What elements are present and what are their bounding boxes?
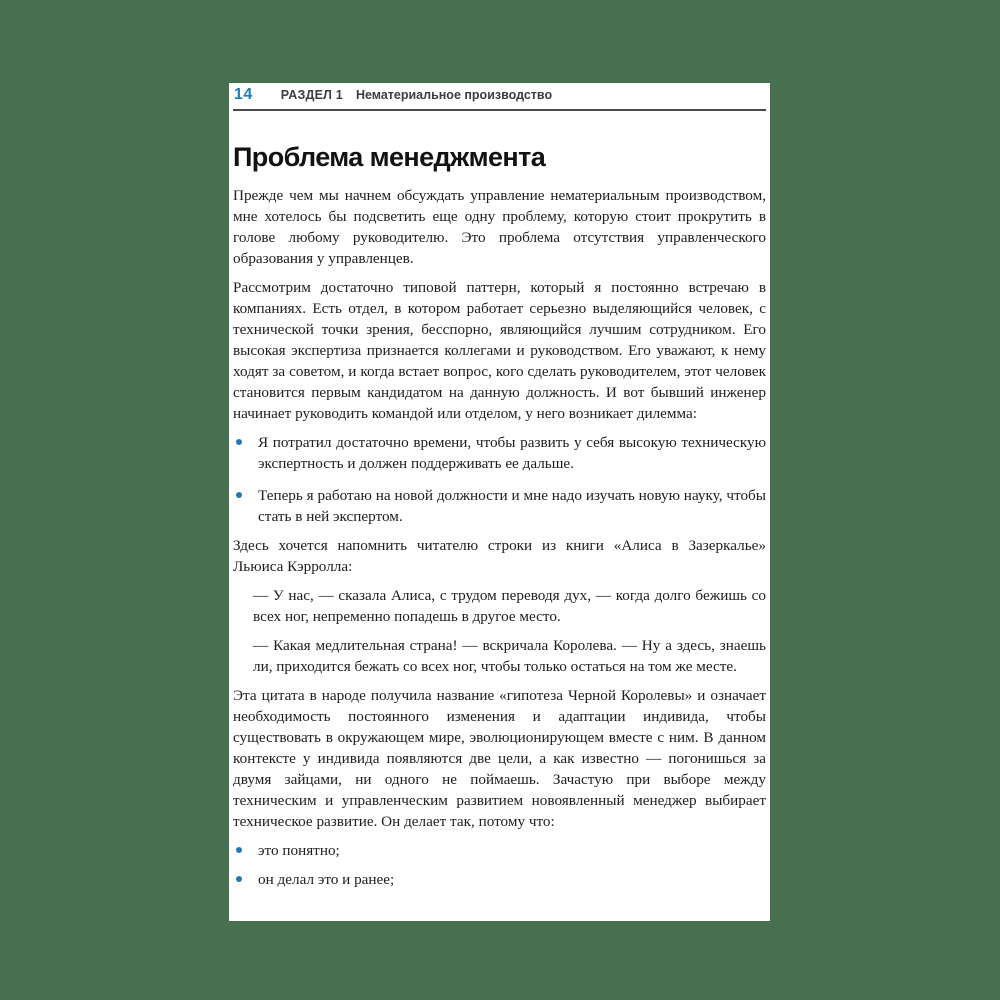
bullet-icon [236, 876, 242, 882]
header-section-label: РАЗДЕЛ 1 [280, 88, 343, 102]
paragraph-alice-intro: Здесь хочется напомнить читателю строки из книги «Алиса в Зазеркалье» Льюиса Кэрролла: [233, 537, 766, 575]
list-item-text: Теперь я работаю на новой должности и мне надо изучать новую науку, чтобы стать в ней экспертом. [258, 487, 766, 525]
paragraph-red-queen-hypothesis: Эта цитата в народе получила название «гипотеза Черной Королевы» и означает необходимость постоянного изменения и адаптации индивида, чтобы существовать в окружающем мире, эволюционирующем вместе с ним. В данном контексте у индивида появляются две цели, а как известно — погонишься за двумя зайцами, ни одного не поймаешь. Зачастую при выборе между техническим и управленческим развитием новоявленный менеджер выбирает техническое развитие. Он делает так, потому что: [233, 687, 766, 830]
bullet-icon [236, 847, 242, 853]
list-item-text: он делал это и ранее; [258, 871, 395, 888]
paragraph-typical-pattern: Рассмотрим достаточно типовой паттерн, который я постоянно встречаю в компаниях. Есть отдел, в котором работает серьезно выделяющийся человек, с технической точки зрения, бесспорно, являющийся лучшим сотрудником. Его высокая экспертиза признается коллегами и руководством. Его уважают, к нему ходят за советом, и когда встает вопрос, кого сделать руководителем, этот человек становится первым кандидатом на данную должность. И вот бывший инженер начинает руководить командой или отделом, у него возникает дилемма: [233, 279, 766, 422]
book-page [229, 83, 770, 921]
page-number: 14 [234, 86, 253, 103]
quote-alice: — У нас, — сказала Алиса, с трудом переводя дух, — когда долго бежишь со всех ног, непременно попадешь в другое место. [253, 587, 766, 625]
dilemma-list [233, 432, 766, 527]
list-item-text: это понятно; [258, 842, 340, 859]
quote-red-queen: — Какая медлительная страна! — вскричала Королева. — Ну а здесь, знаешь ли, приходится бежать со всех ног, чтобы только остаться на том же месте. [253, 637, 766, 675]
list-item [233, 840, 766, 861]
list-item [233, 869, 766, 890]
list-item [233, 432, 766, 474]
bullet-icon [236, 492, 242, 498]
paragraph-intro: Прежде чем мы начнем обсуждать управление нематериальным производством, мне хотелось бы подсветить еще одну проблему, которую стоит прокрутить в голове любому руководителю. Это проблема отсутствия управленческого образования у управленцев. [233, 187, 766, 267]
list-item-text: Я потратил достаточно времени, чтобы развить у себя высокую техническую экспертность и должен поддерживать ее дальше. [258, 434, 766, 472]
bullet-icon [236, 439, 242, 445]
reasons-list [233, 840, 766, 890]
chapter-title: Проблема менеджмента [233, 142, 546, 172]
list-item [233, 485, 766, 527]
page-header [233, 83, 766, 111]
header-section-title: Нематериальное производство [355, 88, 553, 102]
